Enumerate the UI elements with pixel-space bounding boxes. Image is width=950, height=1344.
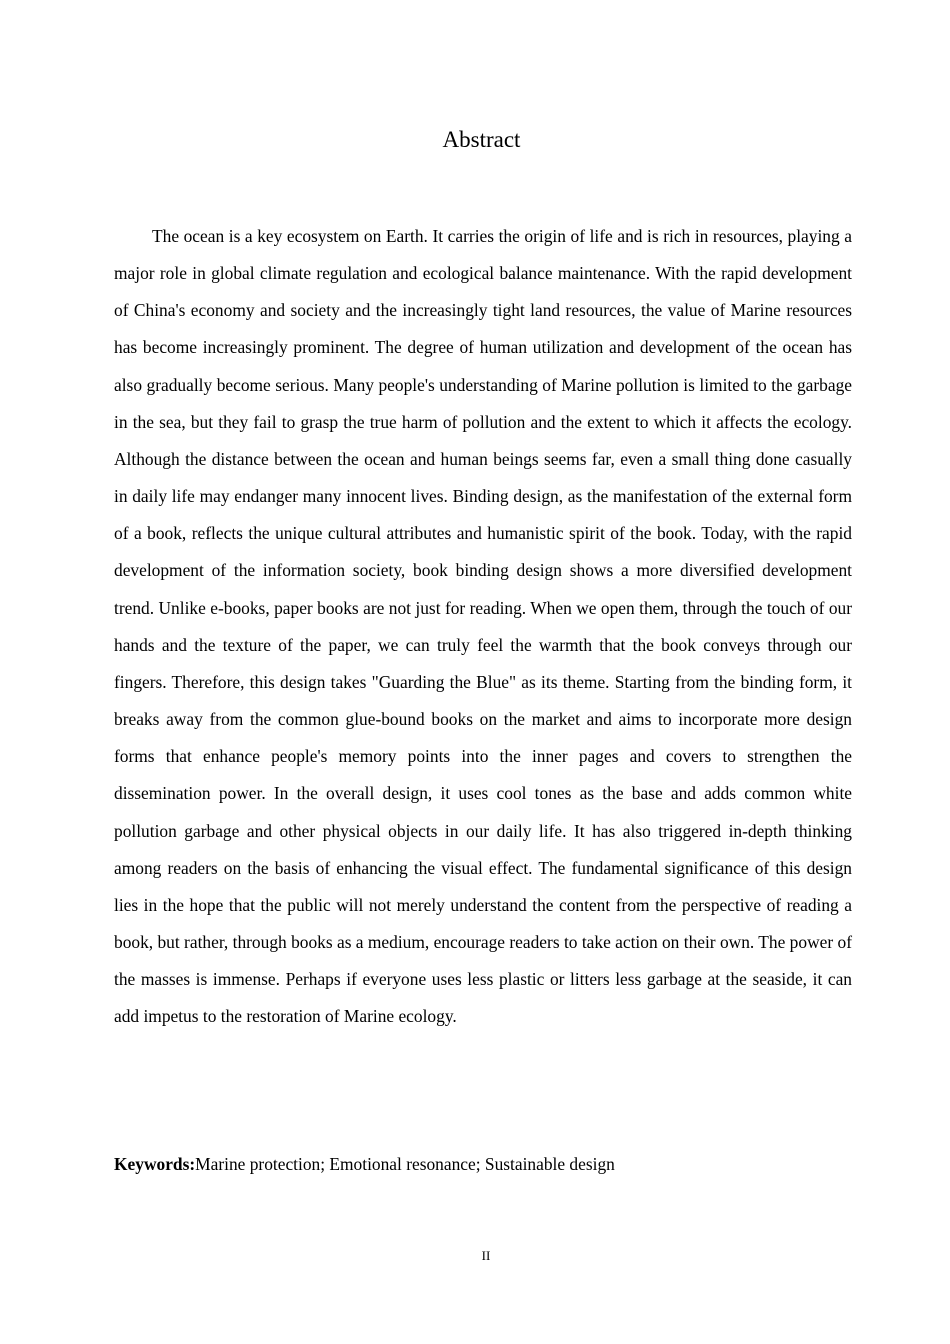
abstract-title: Abstract bbox=[442, 127, 521, 152]
abstract-paragraph: The ocean is a key ecosystem on Earth. It carries the origin of life and is rich in resources, playing a major role in global climate regulation and ecological balance maintenance. With the rapid development of China's economy and society and the increasingly tight land resources, the value of Marine resources has become increasingly prominent. The degree of human utilization and development of the ocean has also gradually become serious. Many people's understanding of Marine pollution is limited to the garbage in the sea, but they fail to grasp the true harm of pollution and the extent to which it affects the ecology. Although the distance between the ocean and human beings seems far, even a small thing done casually in daily life may endanger many innocent lives. Binding design, as the manifestation of the external form of a book, reflects the unique cultural attributes and humanistic spirit of the book. Today, with the rapid development of the information society, book binding design shows a more diversified development trend. Unlike e-books, paper books are not just for reading. When we open them, through the touch of our hands and the texture of the paper, we can truly feel the warmth that the book conveys through our fingers. Therefore, this design takes "Guarding the Blue" as its theme. Starting from the binding form, it breaks away from the common glue-bound books on the market and aims to incorporate more design forms that enhance people's memory points into the inner pages and covers to strengthen the dissemination power. In the overall design, it uses cool tones as the base and adds common white pollution garbage and other physical objects in our daily life. It has also triggered in-depth thinking among readers on the basis of enhancing the visual effect. The fundamental significance of this design lies in the hope that the public will not merely understand the content from the perspective of reading a book, but rather, through books as a medium, encourage readers to take action on their own. The power of the masses is immense. Perhaps if everyone uses less plastic or litters less garbage at the seaside, it can add impetus to the restoration of Marine ecology. bbox=[114, 226, 852, 1027]
keywords-value: Marine protection; Emotional resonance; Sustainable design bbox=[195, 1154, 615, 1174]
keywords-label: Keywords: bbox=[114, 1154, 196, 1174]
keywords-line bbox=[114, 1148, 852, 1180]
page-number: II bbox=[481, 1248, 491, 1263]
